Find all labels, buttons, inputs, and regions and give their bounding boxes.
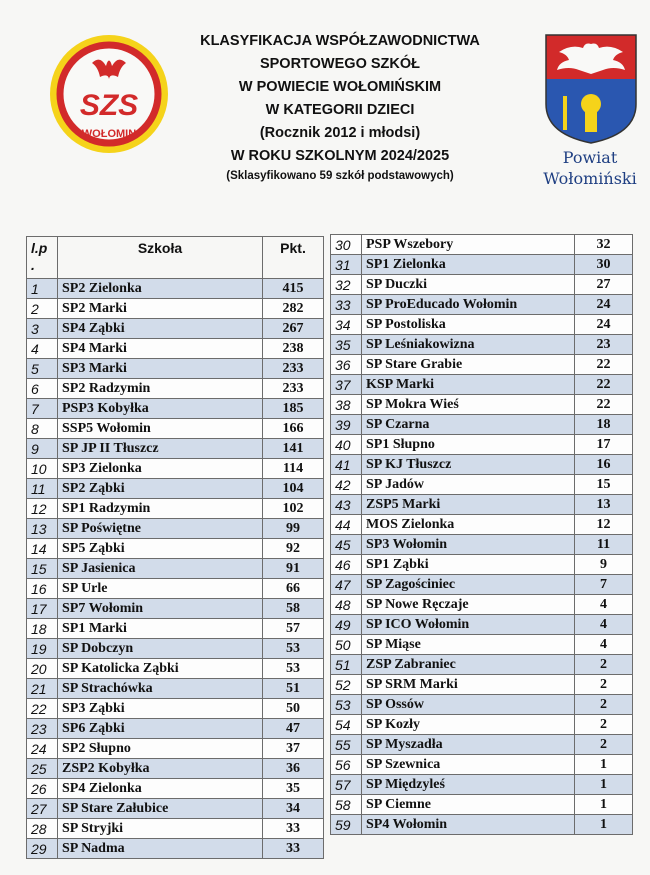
row-number: 40 <box>331 435 362 455</box>
table-row <box>331 455 633 475</box>
table-row <box>331 475 633 495</box>
row-number: 54 <box>331 715 362 735</box>
school-name: SP2 Słupno <box>58 739 263 759</box>
row-number: 38 <box>331 395 362 415</box>
points-value: 9 <box>575 555 633 575</box>
table-row <box>331 635 633 655</box>
row-number: 26 <box>27 779 58 799</box>
table-row <box>27 379 324 399</box>
points-value: 91 <box>263 559 324 579</box>
points-value: 2 <box>575 735 633 755</box>
school-name: SP5 Ząbki <box>58 539 263 559</box>
points-value: 22 <box>575 375 633 395</box>
logo-text: SZS <box>79 89 139 122</box>
points-value: 24 <box>575 315 633 335</box>
powiat-line1: Powiat <box>562 148 618 167</box>
table-row <box>27 499 324 519</box>
column-header-points: Pkt. <box>263 237 324 279</box>
row-number: 16 <box>27 579 58 599</box>
table-row <box>27 679 324 699</box>
row-number: 52 <box>331 675 362 695</box>
points-value: 99 <box>263 519 324 539</box>
school-name: PSP Wszebory <box>362 235 575 255</box>
school-name: SP Dobczyn <box>58 639 263 659</box>
school-name: SP2 Ząbki <box>58 479 263 499</box>
table-row <box>331 355 633 375</box>
points-value: 23 <box>575 335 633 355</box>
table-row <box>27 439 324 459</box>
row-number: 32 <box>331 275 362 295</box>
school-name: SP ICO Wołomin <box>362 615 575 635</box>
points-value: 22 <box>575 395 633 415</box>
row-number: 42 <box>331 475 362 495</box>
table-row <box>331 295 633 315</box>
row-number: 11 <box>27 479 58 499</box>
row-number: 44 <box>331 515 362 535</box>
table-row <box>331 695 633 715</box>
school-name: SP1 Słupno <box>362 435 575 455</box>
table-row <box>27 339 324 359</box>
row-number: 43 <box>331 495 362 515</box>
points-value: 238 <box>263 339 324 359</box>
school-name: SP SRM Marki <box>362 675 575 695</box>
row-number: 25 <box>27 759 58 779</box>
school-name: SP Urle <box>58 579 263 599</box>
table-row <box>331 255 633 275</box>
table-row <box>331 595 633 615</box>
school-name: SP Jasienica <box>58 559 263 579</box>
heading-line: KLASYFIKACJA WSPÓŁZAWODNICTWA <box>200 33 480 49</box>
table-row <box>331 715 633 735</box>
points-value: 415 <box>263 279 324 299</box>
table-row <box>27 799 324 819</box>
row-number: 12 <box>27 499 58 519</box>
heading-line: SPORTOWEGO SZKÓŁ <box>259 56 421 72</box>
table-row <box>27 619 324 639</box>
points-value: 13 <box>575 495 633 515</box>
points-value: 12 <box>575 515 633 535</box>
points-value: 267 <box>263 319 324 339</box>
table-row <box>27 459 324 479</box>
table-row <box>331 375 633 395</box>
school-name: SP Leśniakowizna <box>362 335 575 355</box>
row-number: 46 <box>331 555 362 575</box>
school-name: SP4 Marki <box>58 339 263 359</box>
table-row <box>331 795 633 815</box>
school-name: SSP5 Wołomin <box>58 419 263 439</box>
heading-line: (Rocznik 2012 i młodsi) <box>259 125 421 141</box>
column-header-school: Szkoła <box>58 237 263 279</box>
row-number: 18 <box>27 619 58 639</box>
school-name: SP2 Zielonka <box>58 279 263 299</box>
points-value: 102 <box>263 499 324 519</box>
points-value: 51 <box>263 679 324 699</box>
points-value: 2 <box>575 695 633 715</box>
table-row <box>27 579 324 599</box>
column-header-lp: l.p . <box>27 237 58 279</box>
row-number: 7 <box>27 399 58 419</box>
table-row <box>27 559 324 579</box>
row-number: 20 <box>27 659 58 679</box>
table-row <box>331 435 633 455</box>
school-name: SP Stryjki <box>58 819 263 839</box>
school-name: SP3 Zielonka <box>58 459 263 479</box>
school-name: SP3 Marki <box>58 359 263 379</box>
row-number: 15 <box>27 559 58 579</box>
school-name: SP Kozły <box>362 715 575 735</box>
row-number: 2 <box>27 299 58 319</box>
points-value: 4 <box>575 635 633 655</box>
table-row <box>27 299 324 319</box>
school-name: SP2 Radzymin <box>58 379 263 399</box>
row-number: 56 <box>331 755 362 775</box>
school-name: SP2 Marki <box>58 299 263 319</box>
table-row <box>27 759 324 779</box>
row-number: 39 <box>331 415 362 435</box>
row-number: 51 <box>331 655 362 675</box>
points-value: 1 <box>575 755 633 775</box>
school-name: ZSP5 Marki <box>362 495 575 515</box>
table-row <box>331 655 633 675</box>
row-number: 49 <box>331 615 362 635</box>
points-value: 92 <box>263 539 324 559</box>
row-number: 37 <box>331 375 362 395</box>
table-row <box>27 359 324 379</box>
points-value: 32 <box>575 235 633 255</box>
table-row <box>331 515 633 535</box>
points-value: 2 <box>575 655 633 675</box>
school-name: SP Czarna <box>362 415 575 435</box>
row-number: 9 <box>27 439 58 459</box>
school-name: SP7 Wołomin <box>58 599 263 619</box>
row-number: 17 <box>27 599 58 619</box>
row-number: 31 <box>331 255 362 275</box>
table-row <box>27 719 324 739</box>
school-name: SP Duczki <box>362 275 575 295</box>
points-value: 33 <box>263 819 324 839</box>
row-number: 41 <box>331 455 362 475</box>
points-value: 141 <box>263 439 324 459</box>
school-name: SP Katolicka Ząbki <box>58 659 263 679</box>
points-value: 166 <box>263 419 324 439</box>
points-value: 53 <box>263 639 324 659</box>
powiat-line2: Wołomiński <box>543 169 637 188</box>
table-row <box>331 815 633 835</box>
school-name: SP Nadma <box>58 839 263 859</box>
points-value: 2 <box>575 675 633 695</box>
heading-line: W ROKU SZKOLNYM 2024/2025 <box>230 148 450 164</box>
table-row <box>27 699 324 719</box>
school-name: SP Strachówka <box>58 679 263 699</box>
points-value: 33 <box>263 839 324 859</box>
school-name: SP Szewnica <box>362 755 575 775</box>
school-name: ZSP2 Kobyłka <box>58 759 263 779</box>
school-name: SP KJ Tłuszcz <box>362 455 575 475</box>
points-value: 58 <box>263 599 324 619</box>
points-value: 233 <box>263 379 324 399</box>
points-value: 27 <box>575 275 633 295</box>
points-value: 66 <box>263 579 324 599</box>
school-name: SP3 Ząbki <box>58 699 263 719</box>
school-name: ZSP Zabraniec <box>362 655 575 675</box>
points-value: 57 <box>263 619 324 639</box>
row-number: 22 <box>27 699 58 719</box>
row-number: 28 <box>27 819 58 839</box>
row-number: 1 <box>27 279 58 299</box>
school-name: MOS Zielonka <box>362 515 575 535</box>
heading-note: (Sklasyfikowano 59 szkół podstawowych) <box>226 170 454 182</box>
table-row <box>27 739 324 759</box>
school-name: SP Miąse <box>362 635 575 655</box>
points-value: 37 <box>263 739 324 759</box>
table-row <box>27 519 324 539</box>
row-number: 8 <box>27 419 58 439</box>
row-number: 14 <box>27 539 58 559</box>
heading-line: W KATEGORII DZIECI <box>265 102 415 118</box>
table-row <box>27 819 324 839</box>
points-value: 114 <box>263 459 324 479</box>
school-name: SP1 Marki <box>58 619 263 639</box>
points-value: 16 <box>575 455 633 475</box>
school-name: SP1 Zielonka <box>362 255 575 275</box>
points-value: 35 <box>263 779 324 799</box>
heading-line: W POWIECIE WOŁOMIŃSKIM <box>238 79 442 95</box>
points-value: 4 <box>575 615 633 635</box>
school-name: SP ProEducado Wołomin <box>362 295 575 315</box>
table-row <box>331 335 633 355</box>
points-value: 11 <box>575 535 633 555</box>
school-name: SP Zagościniec <box>362 575 575 595</box>
school-name: KSP Marki <box>362 375 575 395</box>
szs-logo <box>48 33 170 155</box>
table-row <box>331 495 633 515</box>
school-name: SP1 Ząbki <box>362 555 575 575</box>
school-name: SP4 Wołomin <box>362 815 575 835</box>
points-value: 47 <box>263 719 324 739</box>
row-number: 6 <box>27 379 58 399</box>
row-number: 33 <box>331 295 362 315</box>
row-number: 48 <box>331 595 362 615</box>
points-value: 185 <box>263 399 324 419</box>
school-name: SP Postoliska <box>362 315 575 335</box>
school-name: SP4 Zielonka <box>58 779 263 799</box>
table-row <box>331 395 633 415</box>
school-name: SP Nowe Ręczaje <box>362 595 575 615</box>
table-row <box>331 615 633 635</box>
table-row <box>331 555 633 575</box>
table-row <box>27 539 324 559</box>
points-value: 17 <box>575 435 633 455</box>
school-name: SP Stare Załubice <box>58 799 263 819</box>
school-name: SP6 Ząbki <box>58 719 263 739</box>
school-name: SP1 Radzymin <box>58 499 263 519</box>
row-number: 50 <box>331 635 362 655</box>
points-value: 7 <box>575 575 633 595</box>
table-row <box>27 839 324 859</box>
row-number: 55 <box>331 735 362 755</box>
points-value: 22 <box>575 355 633 375</box>
row-number: 30 <box>331 235 362 255</box>
row-number: 19 <box>27 639 58 659</box>
points-value: 1 <box>575 795 633 815</box>
school-name: SP Ciemne <box>362 795 575 815</box>
row-number: 53 <box>331 695 362 715</box>
points-value: 1 <box>575 815 633 835</box>
points-value: 4 <box>575 595 633 615</box>
points-value: 24 <box>575 295 633 315</box>
table-row <box>331 535 633 555</box>
school-name: SP Mokra Wieś <box>362 395 575 415</box>
row-number: 36 <box>331 355 362 375</box>
school-name: SP3 Wołomin <box>362 535 575 555</box>
row-number: 35 <box>331 335 362 355</box>
points-value: 53 <box>263 659 324 679</box>
logo-city: WOŁOMIN <box>81 128 137 140</box>
table-row <box>27 639 324 659</box>
row-number: 47 <box>331 575 362 595</box>
table-row <box>331 775 633 795</box>
school-name: SP JP II Tłuszcz <box>58 439 263 459</box>
points-value: 104 <box>263 479 324 499</box>
table-row <box>27 319 324 339</box>
table-row <box>27 399 324 419</box>
school-name: SP Jadów <box>362 475 575 495</box>
points-value: 30 <box>575 255 633 275</box>
school-name: SP Stare Grabie <box>362 355 575 375</box>
row-number: 29 <box>27 839 58 859</box>
row-number: 27 <box>27 799 58 819</box>
row-number: 4 <box>27 339 58 359</box>
row-number: 57 <box>331 775 362 795</box>
ranking-table-left <box>26 236 324 859</box>
points-value: 2 <box>575 715 633 735</box>
table-row <box>27 419 324 439</box>
points-value: 282 <box>263 299 324 319</box>
row-number: 24 <box>27 739 58 759</box>
table-row <box>331 755 633 775</box>
row-number: 45 <box>331 535 362 555</box>
points-value: 50 <box>263 699 324 719</box>
points-value: 18 <box>575 415 633 435</box>
school-name: SP Poświętne <box>58 519 263 539</box>
document-heading <box>180 30 500 184</box>
powiat-crest <box>545 34 637 144</box>
points-value: 15 <box>575 475 633 495</box>
row-number: 23 <box>27 719 58 739</box>
row-number: 21 <box>27 679 58 699</box>
school-name: SP Ossów <box>362 695 575 715</box>
row-number: 3 <box>27 319 58 339</box>
school-name: PSP3 Kobyłka <box>58 399 263 419</box>
table-row <box>331 235 633 255</box>
points-value: 34 <box>263 799 324 819</box>
row-number: 58 <box>331 795 362 815</box>
table-row <box>331 675 633 695</box>
table-row <box>27 659 324 679</box>
school-name: SP Myszadła <box>362 735 575 755</box>
row-number: 34 <box>331 315 362 335</box>
row-number: 10 <box>27 459 58 479</box>
table-row <box>331 315 633 335</box>
table-row <box>27 599 324 619</box>
points-value: 233 <box>263 359 324 379</box>
row-number: 5 <box>27 359 58 379</box>
school-name: SP4 Ząbki <box>58 319 263 339</box>
table-row <box>331 415 633 435</box>
table-row <box>27 279 324 299</box>
table-row <box>27 779 324 799</box>
row-number: 59 <box>331 815 362 835</box>
table-row <box>331 275 633 295</box>
powiat-label <box>525 147 650 189</box>
table-row <box>27 479 324 499</box>
school-name: SP Międzyleś <box>362 775 575 795</box>
points-value: 1 <box>575 775 633 795</box>
table-row <box>331 735 633 755</box>
points-value: 36 <box>263 759 324 779</box>
table-row <box>331 575 633 595</box>
ranking-table-right <box>330 234 633 835</box>
row-number: 13 <box>27 519 58 539</box>
